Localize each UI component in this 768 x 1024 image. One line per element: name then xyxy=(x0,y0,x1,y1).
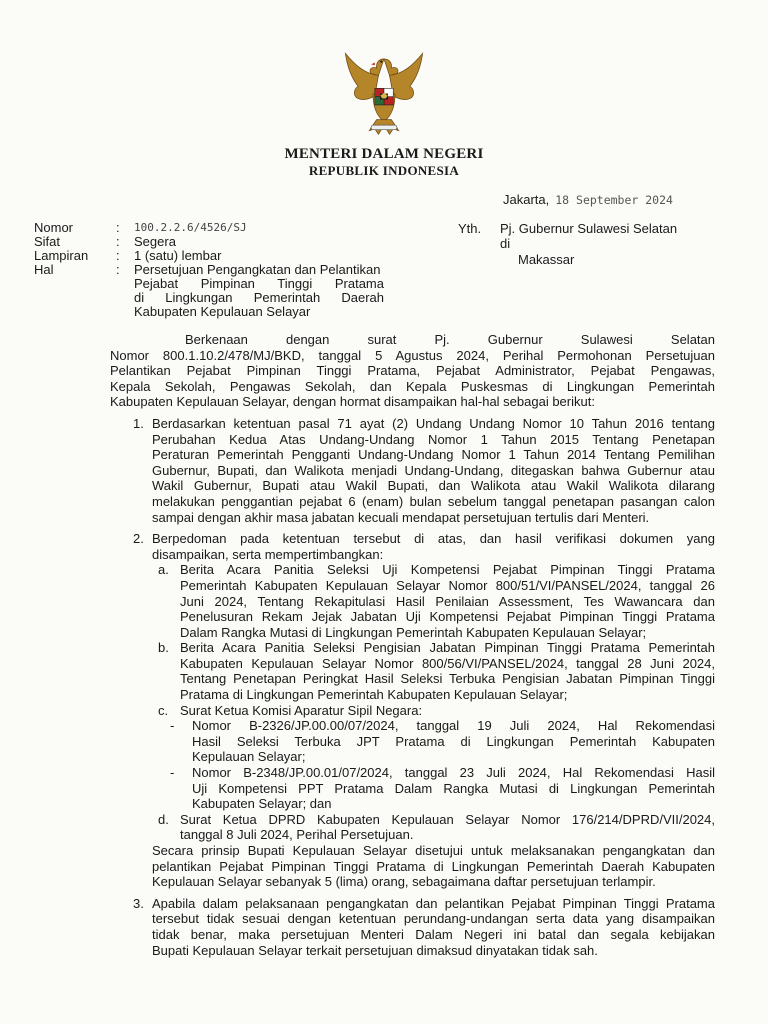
point-number: 1. xyxy=(133,415,144,431)
letter-place: Jakarta, xyxy=(503,192,550,207)
closing-line: Kepulauan Selayar sebanyak 5 (lima) orang, sebagaimana daftar persetujuan terlampir. xyxy=(152,874,656,890)
meta-key: Nomor xyxy=(34,220,74,235)
closing-line: pelantikan Pejabat Pimpinan Tinggi Pratama di Lingkungan Pemerintah Daerah Kabupaten xyxy=(152,858,715,874)
intro-line: Pelantikan Pejabat Pimpinan Tinggi Pratama, Pejabat Administrator, Pejabat Pengawas, xyxy=(110,363,715,379)
country-title: REPUBLIK INDONESIA xyxy=(308,163,460,178)
point-2-closing xyxy=(152,843,715,890)
meta-value: 100.2.2.6/4526/SJ xyxy=(134,221,247,234)
subject-line: Kabupaten Kepulauan Selayar xyxy=(134,304,311,319)
point-3 xyxy=(135,896,715,958)
point-line: sampai dengan akhir masa jabatan kecuali mendapat persetujuan tertulis dari Menteri. xyxy=(152,509,650,525)
meta-colon: : xyxy=(116,262,120,277)
dash-line: Uji Kompetensi PPT Pratama Dalam Rangka Mutasi di Lingkungan Pemerintah xyxy=(192,780,715,796)
sub-point-letter: c. xyxy=(158,702,169,718)
date-stamp: 18 September 2024 xyxy=(555,193,673,207)
point-line: tersebut tidak sesuai dengan ketentuan perundang-undangan serta data yang disampaikan xyxy=(152,911,715,927)
sub-point-line: Penelusuran Rekam Jejak Jabatan Uji Kompetensi Pejabat Pimpinan Tinggi Pratama xyxy=(180,609,715,625)
subject-line: Pejabat Pimpinan Tinggi Pratama xyxy=(134,276,384,291)
meta-colon: : xyxy=(116,220,120,235)
point-line: Perubahan Kedua Atas Undang-Undang Nomor 1 Tahun 2015 Tentang Penetapan xyxy=(152,431,715,447)
sub-point-line: Dalam Rangka Mutasi di Lingkungan Pemerintah Kabupaten Kepulauan Selayar; xyxy=(180,624,647,640)
meta-value: 1 (satu) lembar xyxy=(134,248,222,263)
sub-point-line: Berita Acara Panitia Seleksi Uji Kompetensi Pejabat Pimpinan Tinggi Pratama xyxy=(180,562,715,578)
point-line: disampaikan, serta mempertimbangkan: xyxy=(152,546,384,562)
recipient-city: Makassar xyxy=(518,252,575,267)
dash-line: Kabupaten Selayar; dan xyxy=(192,796,332,812)
point-number: 3. xyxy=(133,895,144,911)
letter-meta xyxy=(34,221,384,319)
intro-line: Nomor 800.1.10.2/478/MJ/BKD, tanggal 5 Agustus 2024, Perihal Permohonan Persetujuan xyxy=(110,347,715,363)
recipient-label: Yth. xyxy=(458,221,482,236)
intro-line: Kabupaten Kepulauan Selayar, dengan hormat disampaikan hal-hal sebagai berikut: xyxy=(110,394,595,410)
point-line: melakukan penggantian pejabat 6 (enam) bulan sebelum tanggal penetapan pasangan calon xyxy=(152,493,715,509)
meta-colon: : xyxy=(116,234,120,249)
point-1 xyxy=(135,416,715,525)
dash-line: Nomor B-2348/JP.00.01/07/2024, tanggal 23 Juli 2024, Hal Rekomendasi Hasil xyxy=(192,765,715,781)
sub-point-letter: a. xyxy=(158,562,169,578)
meta-key: Hal xyxy=(34,262,54,277)
dash-item-1 xyxy=(152,718,715,765)
intro-paragraph xyxy=(110,332,715,410)
sub-point-line: Kabupaten Kepulauan Selayar Nomor 800/56/VI/PANSEL/2024, tanggal 28 Juni 2024, xyxy=(180,655,715,671)
letter-date xyxy=(503,192,673,207)
point-number: 2. xyxy=(133,531,144,547)
recipient-block xyxy=(458,221,677,267)
point-line: Peraturan Pemerintah Pengganti Undang-Undang Nomor 1 Tahun 2014 Tentang Pemilihan xyxy=(152,447,715,463)
meta-key: Sifat xyxy=(34,234,61,249)
closing-line: Secara prinsip Bupati Kepulauan Selayar disetujui untuk melaksanakan pengangkatan dan xyxy=(152,843,715,858)
sub-point-d xyxy=(152,812,715,843)
dash-mark: - xyxy=(170,765,175,781)
meta-row-lampiran xyxy=(34,249,384,263)
sub-point-line: Berita Acara Panitia Seleksi Pengisian Jabatan Pimpinan Tinggi Pratama Pemerintah xyxy=(180,640,715,656)
point-line: Bupati Kepulauan Selayar terkait persetujuan dimaksud dinyatakan tidak sah. xyxy=(152,942,598,958)
meta-key: Lampiran xyxy=(34,248,89,263)
point-line: Gubernur, Bupati, dan Walikota menjadi Undang-Undang, ditegaskan bahwa Gubernur atau xyxy=(152,462,715,478)
dash-line: Kepulauan Selayar; xyxy=(192,749,306,765)
sub-point-letter: b. xyxy=(158,640,169,656)
recipient-di: di xyxy=(500,236,511,251)
point-line: Berpedoman pada ketentuan tersebut di atas, dan hasil verifikasi dokumen yang xyxy=(152,531,715,547)
intro-line: Berkenaan dengan surat Pj. Gubernur Sulawesi Selatan xyxy=(185,332,715,347)
sub-point-line: Surat Ketua Komisi Aparatur Sipil Negara: xyxy=(180,702,423,718)
sub-point-line: Pratama di Lingkungan Pemerintah Kabupaten Kepulauan Selayar; xyxy=(180,687,568,703)
point-line: Apabila dalam pelaksanaan pengangkatan dan pelantikan Pejabat Pimpinan Tinggi Pratama xyxy=(152,895,715,911)
letter-body xyxy=(110,332,715,958)
meta-colon: : xyxy=(116,248,120,263)
point-line: Berdasarkan ketentuan pasal 71 ayat (2) Undang Undang Nomor 10 Tahun 2016 tentang xyxy=(152,415,715,431)
subject-line: di Lingkungan Pemerintah Daerah xyxy=(134,290,384,305)
garuda-pancasila-emblem xyxy=(338,46,430,138)
dash-item-2 xyxy=(152,765,715,812)
intro-line: Kepala Sekolah, Pengawas Sekolah, dan Kepala Puskesmas di Lingkungan Pemerintah xyxy=(110,378,715,394)
sub-point-line: Pemerintah Kabupaten Kepulauan Selayar Nomor 800/51/VI/PANSEL/2024, tanggal 26 xyxy=(180,577,715,593)
sub-point-line: tanggal 8 Juli 2024, Perihal Persetujuan. xyxy=(180,827,414,843)
point-line: Wakil Gubernur, Bupati atau Wakil Bupati, dan Walikota atau Wakil Walikota dilarang xyxy=(152,478,715,494)
meta-value: Segera xyxy=(134,234,176,249)
meta-row-sifat xyxy=(34,235,384,249)
sub-point-c xyxy=(152,703,715,812)
point-line: tidak benar, maka persetujuan Menteri Dalam Negeri ini batal dan segala kebijakan xyxy=(152,926,715,942)
sub-point-line: Juni 2024, Tentang Rekapitulasi Hasil Penilaian Assessment, Tes Wawancara dan xyxy=(180,593,715,609)
subject xyxy=(134,263,384,319)
ministry-title: MENTERI DALAM NEGERI xyxy=(284,146,484,162)
sub-point-a xyxy=(152,562,715,640)
meta-row-hal xyxy=(34,263,384,319)
sub-point-letter: d. xyxy=(158,811,169,827)
subject-line: Persetujuan Pengangkatan dan Pelantikan xyxy=(134,262,381,277)
sub-point-line: Surat Ketua DPRD Kabupaten Kepulauan Selayar Nomor 176/214/DPRD/VII/2024, xyxy=(180,811,715,827)
sub-point-b xyxy=(152,640,715,702)
recipient-name: Pj. Gubernur Sulawesi Selatan xyxy=(500,221,678,236)
dash-mark: - xyxy=(170,718,175,734)
meta-row-nomor xyxy=(34,221,384,235)
dash-line: Hasil Seleksi Terbuka JPT Pratama di Lingkungan Pemerintah Kabupaten xyxy=(192,733,715,749)
sub-point-line: Tentang Penetapan Peringkat Hasil Seleksi Terbuka Pengisian Jabatan Pimpinan Tinggi xyxy=(180,671,715,687)
point-2 xyxy=(135,531,715,890)
dash-line: Nomor B-2326/JP.00.00/07/2024, tanggal 19 Juli 2024, Hal Rekomendasi xyxy=(192,718,715,734)
